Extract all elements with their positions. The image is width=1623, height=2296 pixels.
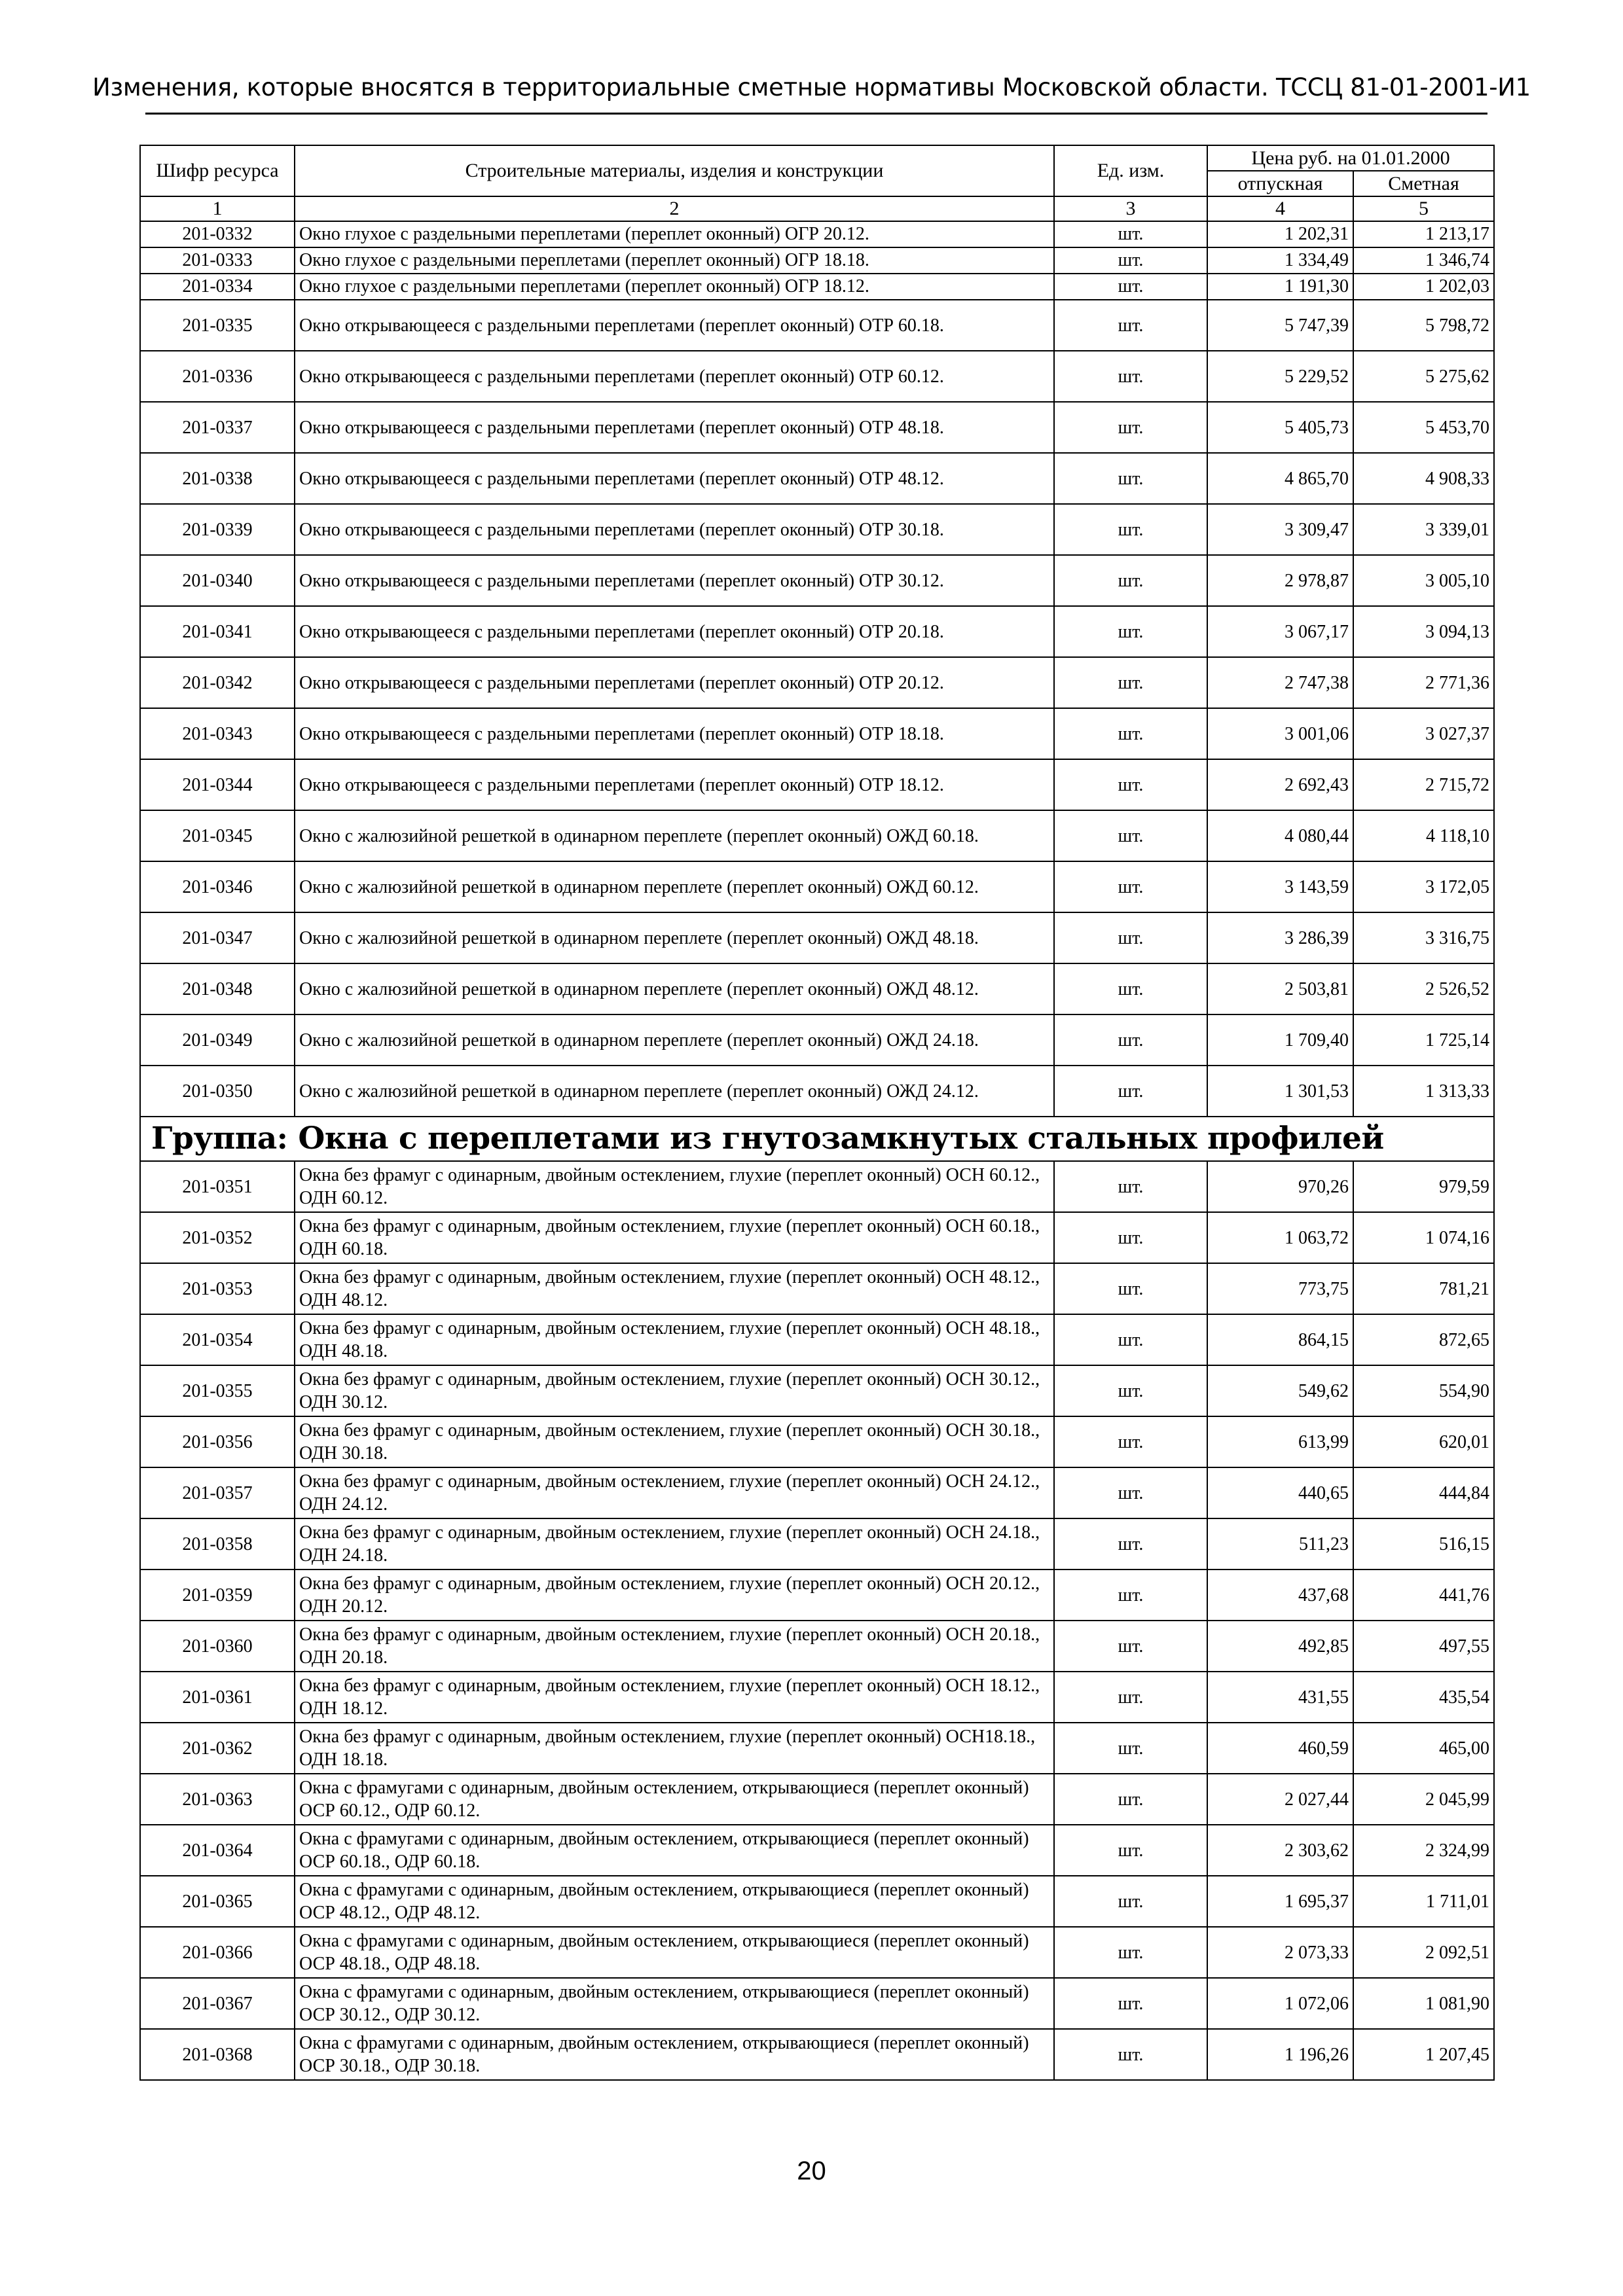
cell-name: Окно глухое с раздельными переплетами (переплет оконный) ОГР 18.18.: [295, 247, 1054, 274]
cell-code: 201-0341: [140, 606, 295, 657]
cell-unit: шт.: [1054, 1416, 1207, 1467]
cell-name: Окна без фрамуг с одинарным, двойным остеклением, глухие (переплет оконный) ОСН 30.18., ОДН 30.18.: [295, 1416, 1054, 1467]
cell-release-price: 1 709,40: [1207, 1014, 1353, 1066]
table-row: [140, 1161, 1494, 1212]
cell-code: 201-0352: [140, 1212, 295, 1263]
col-number: 1: [140, 196, 295, 221]
cell-estimate-price: 3 316,75: [1353, 912, 1494, 963]
cell-unit: шт.: [1054, 1263, 1207, 1314]
cell-estimate-price: 5 798,72: [1353, 300, 1494, 351]
cell-unit: шт.: [1054, 606, 1207, 657]
cell-release-price: 773,75: [1207, 1263, 1353, 1314]
cell-release-price: 440,65: [1207, 1467, 1353, 1518]
table-row: [140, 1467, 1494, 1518]
cell-release-price: 613,99: [1207, 1416, 1353, 1467]
cell-name: Окна без фрамуг с одинарным, двойным остеклением, глухие (переплет оконный) ОСН 20.18., ОДН 20.18.: [295, 1621, 1054, 1672]
cell-estimate-price: 1 213,17: [1353, 221, 1494, 247]
cell-release-price: 492,85: [1207, 1621, 1353, 1672]
table-row: [140, 1014, 1494, 1066]
cell-release-price: 2 978,87: [1207, 555, 1353, 606]
cell-estimate-price: 497,55: [1353, 1621, 1494, 1672]
cell-unit: шт.: [1054, 810, 1207, 861]
cell-release-price: 1 695,37: [1207, 1876, 1353, 1927]
cell-code: 201-0366: [140, 1927, 295, 1978]
table-row: [140, 1066, 1494, 1117]
cell-release-price: 4 865,70: [1207, 453, 1353, 504]
cell-release-price: 437,68: [1207, 1570, 1353, 1621]
cell-estimate-price: 1 202,03: [1353, 274, 1494, 300]
cell-estimate-price: 2 526,52: [1353, 963, 1494, 1014]
cell-unit: шт.: [1054, 1365, 1207, 1416]
cell-unit: шт.: [1054, 963, 1207, 1014]
cell-release-price: 549,62: [1207, 1365, 1353, 1416]
cell-release-price: 1 334,49: [1207, 247, 1353, 274]
col-header-name: Строительные материалы, изделия и конструкции: [295, 145, 1054, 196]
cell-estimate-price: 441,76: [1353, 1570, 1494, 1621]
cell-code: 201-0353: [140, 1263, 295, 1314]
cell-code: 201-0333: [140, 247, 295, 274]
table-row: [140, 810, 1494, 861]
cell-release-price: 3 143,59: [1207, 861, 1353, 912]
table-row: [140, 1927, 1494, 1978]
group-row: [140, 1117, 1494, 1161]
table-row: [140, 1774, 1494, 1825]
cell-estimate-price: 1 081,90: [1353, 1978, 1494, 2029]
cell-release-price: 864,15: [1207, 1314, 1353, 1365]
table-row: [140, 708, 1494, 759]
cell-estimate-price: 781,21: [1353, 1263, 1494, 1314]
cell-code: 201-0343: [140, 708, 295, 759]
cell-code: 201-0354: [140, 1314, 295, 1365]
col-number: 3: [1054, 196, 1207, 221]
cell-release-price: 2 503,81: [1207, 963, 1353, 1014]
table-row: [140, 1876, 1494, 1927]
cell-release-price: 4 080,44: [1207, 810, 1353, 861]
table-row: [140, 1621, 1494, 1672]
cell-code: 201-0363: [140, 1774, 295, 1825]
cell-name: Окно с жалюзийной решеткой в одинарном переплете (переплет оконный) ОЖД 24.18.: [295, 1014, 1054, 1066]
cell-code: 201-0365: [140, 1876, 295, 1927]
cell-estimate-price: 2 092,51: [1353, 1927, 1494, 1978]
col-header-price-group: Цена руб. на 01.01.2000: [1207, 145, 1494, 171]
cell-code: 201-0359: [140, 1570, 295, 1621]
cell-estimate-price: 3 339,01: [1353, 504, 1494, 555]
page-number: 20: [797, 2157, 826, 2185]
cell-unit: шт.: [1054, 1876, 1207, 1927]
cell-name: Окно глухое с раздельными переплетами (переплет оконный) ОГР 18.12.: [295, 274, 1054, 300]
cell-unit: шт.: [1054, 1518, 1207, 1570]
table-row: [140, 1570, 1494, 1621]
cell-release-price: 5 747,39: [1207, 300, 1353, 351]
cell-unit: шт.: [1054, 402, 1207, 453]
cell-release-price: 511,23: [1207, 1518, 1353, 1570]
cell-unit: шт.: [1054, 2029, 1207, 2080]
cell-code: 201-0345: [140, 810, 295, 861]
cell-unit: шт.: [1054, 1066, 1207, 1117]
cell-code: 201-0368: [140, 2029, 295, 2080]
table-row: [140, 1978, 1494, 2029]
cell-code: 201-0361: [140, 1672, 295, 1723]
cell-unit: шт.: [1054, 555, 1207, 606]
cell-release-price: 1 202,31: [1207, 221, 1353, 247]
cell-estimate-price: 2 045,99: [1353, 1774, 1494, 1825]
cell-name: Окна с фрамугами с одинарным, двойным остеклением, открывающиеся (переплет оконный) ОСР 48.18., ОДР 48.18.: [295, 1927, 1054, 1978]
table-row: [140, 402, 1494, 453]
cell-release-price: 3 286,39: [1207, 912, 1353, 963]
cell-release-price: 5 229,52: [1207, 351, 1353, 402]
cell-unit: шт.: [1054, 1621, 1207, 1672]
cell-name: Окно открывающееся с раздельными переплетами (переплет оконный) ОТР 60.12.: [295, 351, 1054, 402]
table-body-after-group: [140, 1161, 1494, 2080]
cell-estimate-price: 2 715,72: [1353, 759, 1494, 810]
cell-unit: шт.: [1054, 1978, 1207, 2029]
cell-estimate-price: 516,15: [1353, 1518, 1494, 1570]
cell-release-price: 3 067,17: [1207, 606, 1353, 657]
table-row: [140, 300, 1494, 351]
cell-estimate-price: 3 027,37: [1353, 708, 1494, 759]
cell-code: 201-0357: [140, 1467, 295, 1518]
page-header-title: Изменения, которые вносятся в территориальные сметные нормативы Московской области. ТССЦ 81-01-2001-И1: [92, 73, 1531, 101]
cell-release-price: 2 747,38: [1207, 657, 1353, 708]
table-row: [140, 1723, 1494, 1774]
cell-code: 201-0335: [140, 300, 295, 351]
cell-name: Окна без фрамуг с одинарным, двойным остеклением, глухие (переплет оконный) ОСН 48.12., ОДН 48.12.: [295, 1263, 1054, 1314]
cell-code: 201-0342: [140, 657, 295, 708]
cell-unit: шт.: [1054, 1212, 1207, 1263]
cell-estimate-price: 4 908,33: [1353, 453, 1494, 504]
cell-name: Окна без фрамуг с одинарным, двойным остеклением, глухие (переплет оконный) ОСН 60.18., ОДН 60.18.: [295, 1212, 1054, 1263]
cell-release-price: 1 196,26: [1207, 2029, 1353, 2080]
cell-release-price: 2 692,43: [1207, 759, 1353, 810]
cell-estimate-price: 554,90: [1353, 1365, 1494, 1416]
table-row: [140, 1416, 1494, 1467]
table-row: [140, 555, 1494, 606]
cell-estimate-price: 4 118,10: [1353, 810, 1494, 861]
cell-name: Окно с жалюзийной решеткой в одинарном переплете (переплет оконный) ОЖД 60.18.: [295, 810, 1054, 861]
cell-release-price: 970,26: [1207, 1161, 1353, 1212]
cell-unit: шт.: [1054, 1672, 1207, 1723]
cell-unit: шт.: [1054, 247, 1207, 274]
cell-estimate-price: 2 771,36: [1353, 657, 1494, 708]
cell-estimate-price: 620,01: [1353, 1416, 1494, 1467]
cell-name: Окна с фрамугами с одинарным, двойным остеклением, открывающиеся (переплет оконный) ОСР 60.12., ОДР 60.12.: [295, 1774, 1054, 1825]
cell-estimate-price: 5 275,62: [1353, 351, 1494, 402]
table-row: [140, 504, 1494, 555]
cell-code: 201-0351: [140, 1161, 295, 1212]
col-number: 4: [1207, 196, 1353, 221]
cell-name: Окно открывающееся с раздельными переплетами (переплет оконный) ОТР 48.18.: [295, 402, 1054, 453]
cell-release-price: 2 027,44: [1207, 1774, 1353, 1825]
table-row: [140, 1365, 1494, 1416]
cell-unit: шт.: [1054, 1161, 1207, 1212]
cell-name: Окна без фрамуг с одинарным, двойным остеклением, глухие (переплет оконный) ОСН 48.18., ОДН 48.18.: [295, 1314, 1054, 1365]
cell-code: 201-0367: [140, 1978, 295, 2029]
table-row: [140, 1314, 1494, 1365]
cell-name: Окна с фрамугами с одинарным, двойным остеклением, открывающиеся (переплет оконный) ОСР 48.12., ОДР 48.12.: [295, 1876, 1054, 1927]
cell-unit: шт.: [1054, 1314, 1207, 1365]
cell-name: Окна без фрамуг с одинарным, двойным остеклением, глухие (переплет оконный) ОСН 20.12., ОДН 20.12.: [295, 1570, 1054, 1621]
cell-name: Окно глухое с раздельными переплетами (переплет оконный) ОГР 20.12.: [295, 221, 1054, 247]
cell-release-price: 431,55: [1207, 1672, 1353, 1723]
cell-release-price: 5 405,73: [1207, 402, 1353, 453]
cell-name: Окна с фрамугами с одинарным, двойным остеклением, открывающиеся (переплет оконный) ОСР 60.18., ОДР 60.18.: [295, 1825, 1054, 1876]
cell-code: 201-0350: [140, 1066, 295, 1117]
col-number: 2: [295, 196, 1054, 221]
cell-name: Окно открывающееся с раздельными переплетами (переплет оконный) ОТР 20.18.: [295, 606, 1054, 657]
cell-unit: шт.: [1054, 274, 1207, 300]
cell-estimate-price: 2 324,99: [1353, 1825, 1494, 1876]
cell-name: Окно с жалюзийной решеткой в одинарном переплете (переплет оконный) ОЖД 60.12.: [295, 861, 1054, 912]
col-header-estimate-price: Сметная: [1353, 171, 1494, 196]
cell-name: Окно открывающееся с раздельными переплетами (переплет оконный) ОТР 30.18.: [295, 504, 1054, 555]
col-header-release-price: отпускная: [1207, 171, 1353, 196]
cell-name: Окно открывающееся с раздельными переплетами (переплет оконный) ОТР 20.12.: [295, 657, 1054, 708]
cell-name: Окна без фрамуг с одинарным, двойным остеклением, глухие (переплет оконный) ОСН 18.12., ОДН 18.12.: [295, 1672, 1054, 1723]
price-table: [139, 145, 1495, 2081]
cell-unit: шт.: [1054, 1723, 1207, 1774]
cell-unit: шт.: [1054, 453, 1207, 504]
cell-name: Окно с жалюзийной решеткой в одинарном переплете (переплет оконный) ОЖД 48.18.: [295, 912, 1054, 963]
cell-name: Окна без фрамуг с одинарным, двойным остеклением, глухие (переплет оконный) ОСН 24.18., ОДН 24.18.: [295, 1518, 1054, 1570]
cell-release-price: 3 001,06: [1207, 708, 1353, 759]
cell-name: Окна с фрамугами с одинарным, двойным остеклением, открывающиеся (переплет оконный) ОСР 30.18., ОДР 30.18.: [295, 2029, 1054, 2080]
cell-unit: шт.: [1054, 504, 1207, 555]
cell-estimate-price: 444,84: [1353, 1467, 1494, 1518]
cell-unit: шт.: [1054, 912, 1207, 963]
cell-code: 201-0360: [140, 1621, 295, 1672]
cell-name: Окна без фрамуг с одинарным, двойным остеклением, глухие (переплет оконный) ОСН 30.12., ОДН 30.12.: [295, 1365, 1054, 1416]
table-row: [140, 759, 1494, 810]
group-title: Группа: Окна с переплетами из гнутозамкнутых стальных профилей: [140, 1117, 1494, 1161]
cell-code: 201-0337: [140, 402, 295, 453]
table-row: [140, 912, 1494, 963]
cell-release-price: 3 309,47: [1207, 504, 1353, 555]
cell-release-price: 2 073,33: [1207, 1927, 1353, 1978]
cell-code: 201-0339: [140, 504, 295, 555]
col-header-unit: Ед. изм.: [1054, 145, 1207, 196]
header-rule: [145, 113, 1487, 115]
table-row: [140, 861, 1494, 912]
cell-code: 201-0355: [140, 1365, 295, 1416]
cell-unit: шт.: [1054, 300, 1207, 351]
cell-unit: шт.: [1054, 759, 1207, 810]
cell-unit: шт.: [1054, 221, 1207, 247]
table-row: [140, 1825, 1494, 1876]
cell-code: 201-0338: [140, 453, 295, 504]
cell-code: 201-0332: [140, 221, 295, 247]
cell-estimate-price: 1 725,14: [1353, 1014, 1494, 1066]
cell-code: 201-0356: [140, 1416, 295, 1467]
cell-estimate-price: 5 453,70: [1353, 402, 1494, 453]
cell-unit: шт.: [1054, 708, 1207, 759]
table-row: [140, 1212, 1494, 1263]
cell-name: Окно открывающееся с раздельными переплетами (переплет оконный) ОТР 18.12.: [295, 759, 1054, 810]
table-head: [140, 145, 1494, 221]
table-row: [140, 247, 1494, 274]
cell-estimate-price: 872,65: [1353, 1314, 1494, 1365]
cell-code: 201-0344: [140, 759, 295, 810]
cell-code: 201-0364: [140, 1825, 295, 1876]
cell-release-price: 460,59: [1207, 1723, 1353, 1774]
cell-estimate-price: 3 005,10: [1353, 555, 1494, 606]
cell-estimate-price: 1 313,33: [1353, 1066, 1494, 1117]
table-row: [140, 221, 1494, 247]
cell-name: Окна без фрамуг с одинарным, двойным остеклением, глухие (переплет оконный) ОСН 24.12., ОДН 24.12.: [295, 1467, 1054, 1518]
cell-code: 201-0346: [140, 861, 295, 912]
cell-unit: шт.: [1054, 351, 1207, 402]
table-row: [140, 606, 1494, 657]
table-row: [140, 351, 1494, 402]
cell-name: Окно с жалюзийной решеткой в одинарном переплете (переплет оконный) ОЖД 48.12.: [295, 963, 1054, 1014]
cell-estimate-price: 1 711,01: [1353, 1876, 1494, 1927]
table-group: [140, 1117, 1494, 1161]
cell-estimate-price: 979,59: [1353, 1161, 1494, 1212]
cell-code: 201-0348: [140, 963, 295, 1014]
table-row: [140, 274, 1494, 300]
cell-name: Окно открывающееся с раздельными переплетами (переплет оконный) ОТР 60.18.: [295, 300, 1054, 351]
cell-code: 201-0347: [140, 912, 295, 963]
cell-code: 201-0349: [140, 1014, 295, 1066]
cell-name: Окно с жалюзийной решеткой в одинарном переплете (переплет оконный) ОЖД 24.12.: [295, 1066, 1054, 1117]
cell-unit: шт.: [1054, 1825, 1207, 1876]
cell-release-price: 1 063,72: [1207, 1212, 1353, 1263]
cell-code: 201-0358: [140, 1518, 295, 1570]
cell-estimate-price: 3 172,05: [1353, 861, 1494, 912]
cell-release-price: 1 191,30: [1207, 274, 1353, 300]
cell-name: Окна без фрамуг с одинарным, двойным остеклением, глухие (переплет оконный) ОСН18.18., ОДН 18.18.: [295, 1723, 1054, 1774]
cell-release-price: 1 072,06: [1207, 1978, 1353, 2029]
table-row: [140, 1518, 1494, 1570]
cell-name: Окна с фрамугами с одинарным, двойным остеклением, открывающиеся (переплет оконный) ОСР 30.12., ОДР 30.12.: [295, 1978, 1054, 2029]
cell-name: Окно открывающееся с раздельными переплетами (переплет оконный) ОТР 48.12.: [295, 453, 1054, 504]
table-body-before-group: [140, 221, 1494, 1117]
table-row: [140, 657, 1494, 708]
table-row: [140, 1263, 1494, 1314]
table-row: [140, 963, 1494, 1014]
cell-unit: шт.: [1054, 657, 1207, 708]
col-header-code: Шифр ресурса: [140, 145, 295, 196]
cell-release-price: 1 301,53: [1207, 1066, 1353, 1117]
cell-estimate-price: 465,00: [1353, 1723, 1494, 1774]
col-number: 5: [1353, 196, 1494, 221]
cell-estimate-price: 1 074,16: [1353, 1212, 1494, 1263]
cell-estimate-price: 1 346,74: [1353, 247, 1494, 274]
cell-name: Окно открывающееся с раздельными переплетами (переплет оконный) ОТР 18.18.: [295, 708, 1054, 759]
cell-estimate-price: 3 094,13: [1353, 606, 1494, 657]
cell-estimate-price: 1 207,45: [1353, 2029, 1494, 2080]
cell-name: Окна без фрамуг с одинарным, двойным остеклением, глухие (переплет оконный) ОСН 60.12., ОДН 60.12.: [295, 1161, 1054, 1212]
cell-unit: шт.: [1054, 861, 1207, 912]
cell-unit: шт.: [1054, 1014, 1207, 1066]
cell-unit: шт.: [1054, 1927, 1207, 1978]
cell-unit: шт.: [1054, 1467, 1207, 1518]
cell-name: Окно открывающееся с раздельными переплетами (переплет оконный) ОТР 30.12.: [295, 555, 1054, 606]
cell-code: 201-0336: [140, 351, 295, 402]
cell-unit: шт.: [1054, 1570, 1207, 1621]
table-row: [140, 453, 1494, 504]
cell-estimate-price: 435,54: [1353, 1672, 1494, 1723]
table-row: [140, 2029, 1494, 2080]
cell-code: 201-0362: [140, 1723, 295, 1774]
cell-unit: шт.: [1054, 1774, 1207, 1825]
cell-release-price: 2 303,62: [1207, 1825, 1353, 1876]
table-row: [140, 1672, 1494, 1723]
cell-code: 201-0340: [140, 555, 295, 606]
cell-code: 201-0334: [140, 274, 295, 300]
